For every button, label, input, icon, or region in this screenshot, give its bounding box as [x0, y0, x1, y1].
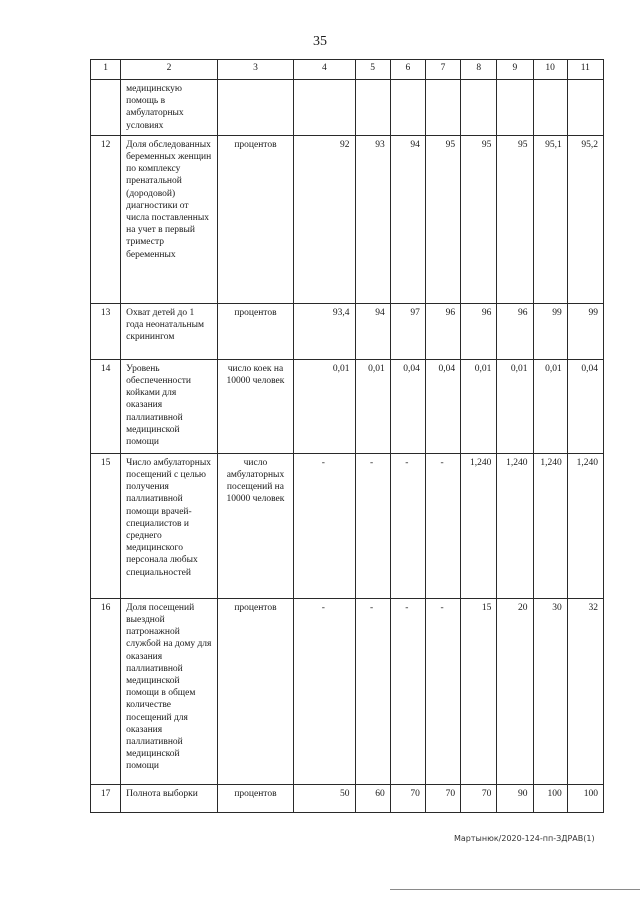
unit-cell: процентов	[217, 135, 293, 303]
row-number	[91, 80, 121, 136]
document-code: Мартынюк/2020-124-пп-ЗДРАВ(1)	[454, 834, 595, 843]
value-cell: 96	[425, 303, 460, 359]
col-header-11: 11	[567, 60, 603, 80]
unit-cell: процентов	[217, 784, 293, 812]
col-header-10: 10	[533, 60, 567, 80]
indicator-label: Доля обследованных беременных женщин по комплексу пренатальной (дородовой) диагностики от числа поставленных на учет в первый триместр беременных	[121, 135, 218, 303]
value-cell: 70	[425, 784, 460, 812]
table-row	[91, 135, 604, 303]
value-cell: 90	[497, 784, 533, 812]
row-number: 17	[91, 784, 121, 812]
row-number: 12	[91, 135, 121, 303]
table-row	[91, 598, 604, 784]
value-cell: 0,01	[355, 359, 390, 453]
value-cell: 95,2	[567, 135, 603, 303]
value-cell: 96	[497, 303, 533, 359]
value-cell: 1,240	[567, 453, 603, 598]
page-number: 35	[313, 34, 327, 49]
value-cell: -	[390, 598, 425, 784]
indicator-label: Уровень обеспеченности койками для оказания паллиативной медицинской помощи	[121, 359, 218, 453]
value-cell: 60	[355, 784, 390, 812]
value-cell: 70	[390, 784, 425, 812]
value-cell: -	[425, 453, 460, 598]
row-number: 13	[91, 303, 121, 359]
value-cell: 93,4	[294, 303, 355, 359]
col-header-5: 5	[355, 60, 390, 80]
value-cell: 95	[497, 135, 533, 303]
value-cell: 1,240	[461, 453, 497, 598]
value-cell: 30	[533, 598, 567, 784]
table-row	[91, 80, 604, 136]
value-cell: -	[355, 453, 390, 598]
value-cell: 94	[390, 135, 425, 303]
value-cell: 0,04	[390, 359, 425, 453]
value-cell: 0,04	[567, 359, 603, 453]
value-cell: 0,01	[294, 359, 355, 453]
value-cell: 0,04	[425, 359, 460, 453]
value-cell: 50	[294, 784, 355, 812]
col-header-4: 4	[294, 60, 355, 80]
value-cell: 32	[567, 598, 603, 784]
value-cell: 96	[461, 303, 497, 359]
table-row	[91, 359, 604, 453]
col-header-2: 2	[121, 60, 218, 80]
col-header-1: 1	[91, 60, 121, 80]
table-row	[91, 453, 604, 598]
row-number: 15	[91, 453, 121, 598]
value-cell: 99	[567, 303, 603, 359]
unit-cell: число коек на 10000 человек	[217, 359, 293, 453]
value-cell: -	[425, 598, 460, 784]
value-cell: 95,1	[533, 135, 567, 303]
row-number: 16	[91, 598, 121, 784]
table-row	[91, 784, 604, 812]
value-cell: 95	[461, 135, 497, 303]
value-cell: -	[294, 598, 355, 784]
value-cell	[355, 80, 390, 136]
indicator-label: Полнота выборки	[121, 784, 218, 812]
column-number-row	[91, 60, 604, 80]
indicator-label: медицинскую помощь в амбулаторных условиях	[121, 80, 218, 136]
indicator-label: Число амбулаторных посещений с целью получения паллиативной помощи врачей-специалистов и среднего медицинского персонала любых специальностей	[121, 453, 218, 598]
value-cell: 100	[567, 784, 603, 812]
value-cell	[533, 80, 567, 136]
col-header-9: 9	[497, 60, 533, 80]
value-cell: -	[390, 453, 425, 598]
unit-cell: число амбулаторных посещений на 10000 человек	[217, 453, 293, 598]
col-header-3: 3	[217, 60, 293, 80]
value-cell: 0,01	[461, 359, 497, 453]
value-cell: 93	[355, 135, 390, 303]
indicator-label: Доля посещений выездной патронажной службой на дому для оказания паллиативной медицинской помощи в общем количестве посещений для оказания паллиативной медицинской помощи	[121, 598, 218, 784]
value-cell: 97	[390, 303, 425, 359]
value-cell: -	[355, 598, 390, 784]
col-header-8: 8	[461, 60, 497, 80]
value-cell: 20	[497, 598, 533, 784]
value-cell: 0,01	[497, 359, 533, 453]
value-cell: 99	[533, 303, 567, 359]
unit-cell: процентов	[217, 303, 293, 359]
value-cell	[390, 80, 425, 136]
value-cell	[567, 80, 603, 136]
value-cell: 15	[461, 598, 497, 784]
value-cell	[425, 80, 460, 136]
value-cell: 94	[355, 303, 390, 359]
value-cell: -	[294, 453, 355, 598]
indicators-table	[90, 59, 604, 813]
value-cell: 0,01	[533, 359, 567, 453]
row-number: 14	[91, 359, 121, 453]
unit-cell	[217, 80, 293, 136]
value-cell: 95	[425, 135, 460, 303]
col-header-7: 7	[425, 60, 460, 80]
value-cell: 100	[533, 784, 567, 812]
unit-cell: процентов	[217, 598, 293, 784]
value-cell	[461, 80, 497, 136]
value-cell: 1,240	[533, 453, 567, 598]
indicator-label: Охват детей до 1 года неонатальным скринингом	[121, 303, 218, 359]
value-cell	[497, 80, 533, 136]
col-header-6: 6	[390, 60, 425, 80]
value-cell	[294, 80, 355, 136]
table-row	[91, 303, 604, 359]
value-cell: 70	[461, 784, 497, 812]
bottom-rule	[390, 889, 640, 890]
value-cell: 92	[294, 135, 355, 303]
value-cell: 1,240	[497, 453, 533, 598]
